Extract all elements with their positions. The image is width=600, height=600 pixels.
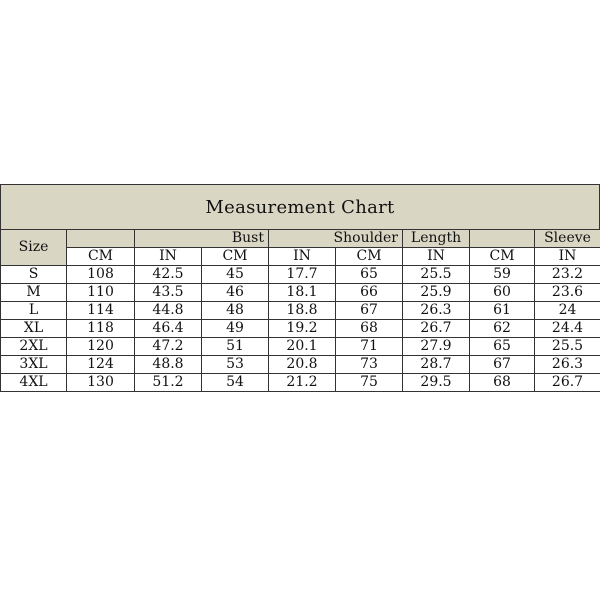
table-row bbox=[1, 338, 600, 356]
size-label: L bbox=[1, 302, 67, 320]
measurement-cell: 61 bbox=[470, 302, 535, 320]
measurement-cell: 66 bbox=[336, 284, 403, 302]
size-table bbox=[0, 229, 600, 392]
unit-cm: CM bbox=[336, 248, 403, 266]
measurement-cell: 42.5 bbox=[135, 266, 202, 284]
chart-title: Measurement Chart bbox=[0, 184, 600, 229]
measurement-cell: 49 bbox=[202, 320, 269, 338]
table-row bbox=[1, 266, 600, 284]
measurement-cell: 124 bbox=[67, 356, 135, 374]
header-row-groups bbox=[1, 230, 600, 248]
measurement-cell: 43.5 bbox=[135, 284, 202, 302]
size-label: 4XL bbox=[1, 374, 67, 392]
measurement-chart bbox=[0, 184, 600, 392]
measurement-cell: 24 bbox=[535, 302, 600, 320]
unit-cm: CM bbox=[202, 248, 269, 266]
measurement-cell: 20.8 bbox=[269, 356, 336, 374]
measurement-cell: 54 bbox=[202, 374, 269, 392]
measurement-cell: 26.3 bbox=[403, 302, 470, 320]
size-label: 3XL bbox=[1, 356, 67, 374]
measurement-cell: 73 bbox=[336, 356, 403, 374]
measurement-cell: 26.7 bbox=[403, 320, 470, 338]
measurement-cell: 19.2 bbox=[269, 320, 336, 338]
measurement-cell: 47.2 bbox=[135, 338, 202, 356]
group-header-blank-2 bbox=[470, 230, 535, 248]
measurement-cell: 51 bbox=[202, 338, 269, 356]
measurement-cell: 23.2 bbox=[535, 266, 600, 284]
measurement-cell: 48.8 bbox=[135, 356, 202, 374]
measurement-cell: 18.1 bbox=[269, 284, 336, 302]
size-label: 2XL bbox=[1, 338, 67, 356]
group-header-length: Length bbox=[403, 230, 470, 248]
measurement-cell: 20.1 bbox=[269, 338, 336, 356]
measurement-cell: 68 bbox=[470, 374, 535, 392]
measurement-cell: 110 bbox=[67, 284, 135, 302]
unit-in: IN bbox=[135, 248, 202, 266]
unit-cm: CM bbox=[67, 248, 135, 266]
measurement-cell: 59 bbox=[470, 266, 535, 284]
measurement-cell: 62 bbox=[470, 320, 535, 338]
measurement-cell: 118 bbox=[67, 320, 135, 338]
measurement-cell: 25.5 bbox=[535, 338, 600, 356]
measurement-cell: 29.5 bbox=[403, 374, 470, 392]
measurement-cell: 25.9 bbox=[403, 284, 470, 302]
unit-cm: CM bbox=[470, 248, 535, 266]
measurement-cell: 44.8 bbox=[135, 302, 202, 320]
measurement-cell: 67 bbox=[470, 356, 535, 374]
measurement-cell: 108 bbox=[67, 266, 135, 284]
size-label: M bbox=[1, 284, 67, 302]
measurement-cell: 53 bbox=[202, 356, 269, 374]
table-row bbox=[1, 356, 600, 374]
measurement-cell: 67 bbox=[336, 302, 403, 320]
group-header-blank bbox=[67, 230, 135, 248]
group-header-sleeve: Sleeve bbox=[535, 230, 600, 248]
table-row bbox=[1, 284, 600, 302]
measurement-cell: 130 bbox=[67, 374, 135, 392]
measurement-cell: 21.2 bbox=[269, 374, 336, 392]
unit-in: IN bbox=[403, 248, 470, 266]
measurement-cell: 25.5 bbox=[403, 266, 470, 284]
measurement-cell: 48 bbox=[202, 302, 269, 320]
measurement-cell: 18.8 bbox=[269, 302, 336, 320]
measurement-cell: 114 bbox=[67, 302, 135, 320]
measurement-cell: 45 bbox=[202, 266, 269, 284]
measurement-cell: 60 bbox=[470, 284, 535, 302]
measurement-cell: 28.7 bbox=[403, 356, 470, 374]
measurement-cell: 46.4 bbox=[135, 320, 202, 338]
measurement-cell: 26.3 bbox=[535, 356, 600, 374]
group-header-bust: Bust bbox=[135, 230, 269, 248]
measurement-cell: 26.7 bbox=[535, 374, 600, 392]
measurement-cell: 65 bbox=[336, 266, 403, 284]
measurement-cell: 23.6 bbox=[535, 284, 600, 302]
table-row bbox=[1, 374, 600, 392]
measurement-cell: 71 bbox=[336, 338, 403, 356]
size-rows bbox=[1, 266, 600, 392]
table-row bbox=[1, 302, 600, 320]
table-row bbox=[1, 320, 600, 338]
size-label: S bbox=[1, 266, 67, 284]
size-label: XL bbox=[1, 320, 67, 338]
unit-in: IN bbox=[269, 248, 336, 266]
unit-in: IN bbox=[535, 248, 600, 266]
measurement-cell: 46 bbox=[202, 284, 269, 302]
measurement-cell: 27.9 bbox=[403, 338, 470, 356]
measurement-cell: 75 bbox=[336, 374, 403, 392]
measurement-cell: 65 bbox=[470, 338, 535, 356]
group-header-shoulder: Shoulder bbox=[269, 230, 403, 248]
size-header: Size bbox=[1, 230, 67, 266]
measurement-cell: 17.7 bbox=[269, 266, 336, 284]
measurement-cell: 120 bbox=[67, 338, 135, 356]
header-row-units bbox=[1, 248, 600, 266]
measurement-cell: 51.2 bbox=[135, 374, 202, 392]
measurement-cell: 68 bbox=[336, 320, 403, 338]
measurement-cell: 24.4 bbox=[535, 320, 600, 338]
